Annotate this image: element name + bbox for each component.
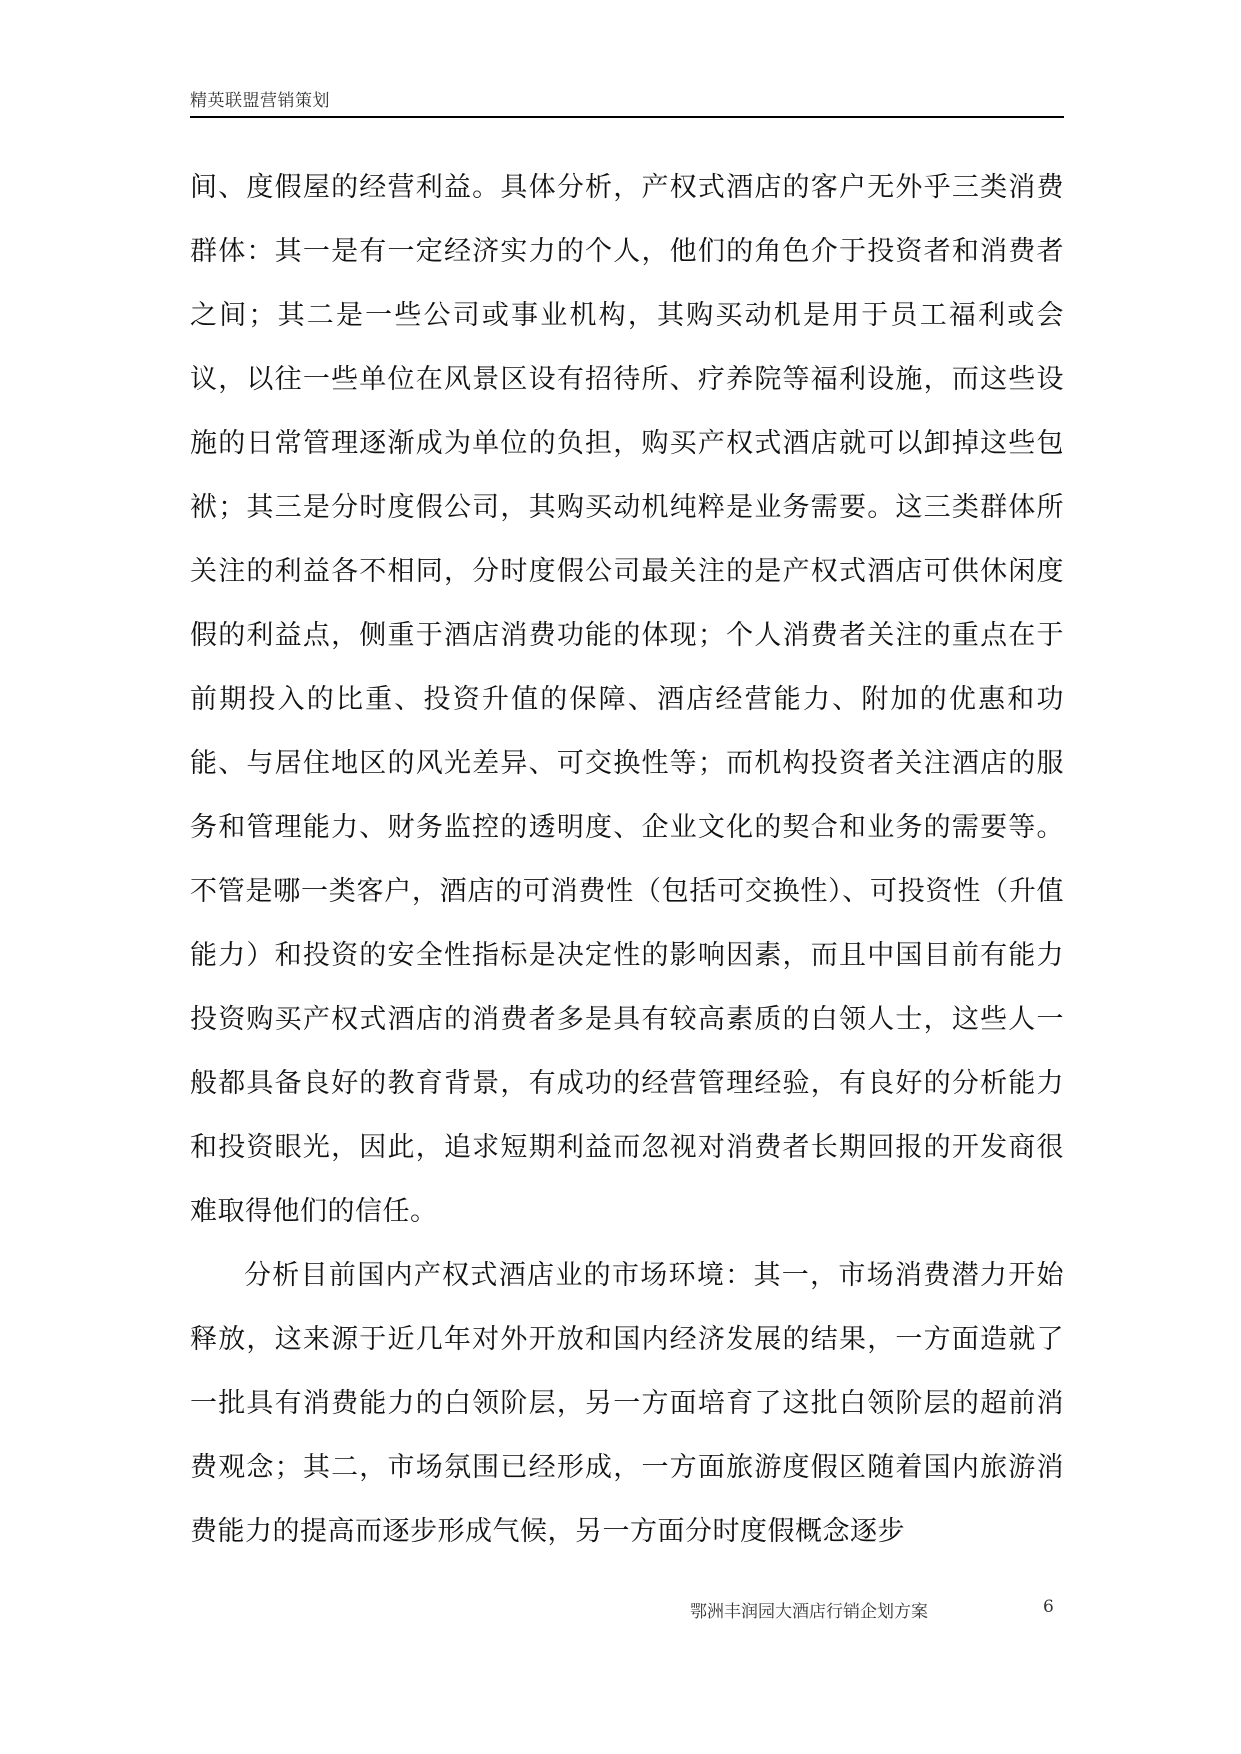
document-body bbox=[190, 156, 1064, 1564]
paragraph-market-environment: 分析目前国内产权式酒店业的市场环境：其一，市场消费潜力开始释放，这来源于近几年对外开放和国内经济发展的结果，一方面造就了一批具有消费能力的白领阶层，另一方面培育了这批白领阶层的超前消费观念；其二，市场氛围已经形成，一方面旅游度假区随着国内旅游消费能力的提高而逐步形成气候，另一方面分时度假概念逐步 bbox=[190, 1260, 1064, 1547]
page-header bbox=[190, 86, 1064, 118]
footer-title: 鄂洲丰润园大酒店行销企划方案 bbox=[690, 1602, 928, 1622]
page-number: 6 bbox=[1043, 1597, 1054, 1617]
header-title: 精英联盟营销策划 bbox=[190, 91, 330, 111]
paragraph-continued: 间、度假屋的经营利益。具体分析，产权式酒店的客户无外乎三类消费群体：其一是有一定经济实力的个人，他们的角色介于投资者和消费者之间；其二是一些公司或事业机构，其购买动机是用于员工福利或会议，以往一些单位在风景区设有招待所、疗养院等福利设施，而这些设施的日常管理逐渐成为单位的负担，购买产权式酒店就可以卸掉这些包袱；其三是分时度假公司，其购买动机纯粹是业务需要。这三类群体所关注的利益各不相同，分时度假公司最关注的是产权式酒店可供休闲度假的利益点，侧重于酒店消费功能的体现；个人消费者关注的重点在于前期投入的比重、投资升值的保障、酒店经营能力、附加的优惠和功能、与居住地区的风光差异、可交换性等；而机构投资者关注酒店的服务和管理能力、财务监控的透明度、企业文化的契合和业务的需要等。不管是哪一类客户，酒店的可消费性（包括可交换性）、可投资性（升值能力）和投资的安全性指标是决定性的影响因素，而且中国目前有能力投资购买产权式酒店的消费者多是具有较高素质的白领人士，这些人一般都具备良好的教育背景，有成功的经营管理经验，有良好的分析能力和投资眼光，因此，追求短期利益而忽视对消费者长期回报的开发商很难取得他们的信任。 bbox=[190, 172, 1064, 1227]
